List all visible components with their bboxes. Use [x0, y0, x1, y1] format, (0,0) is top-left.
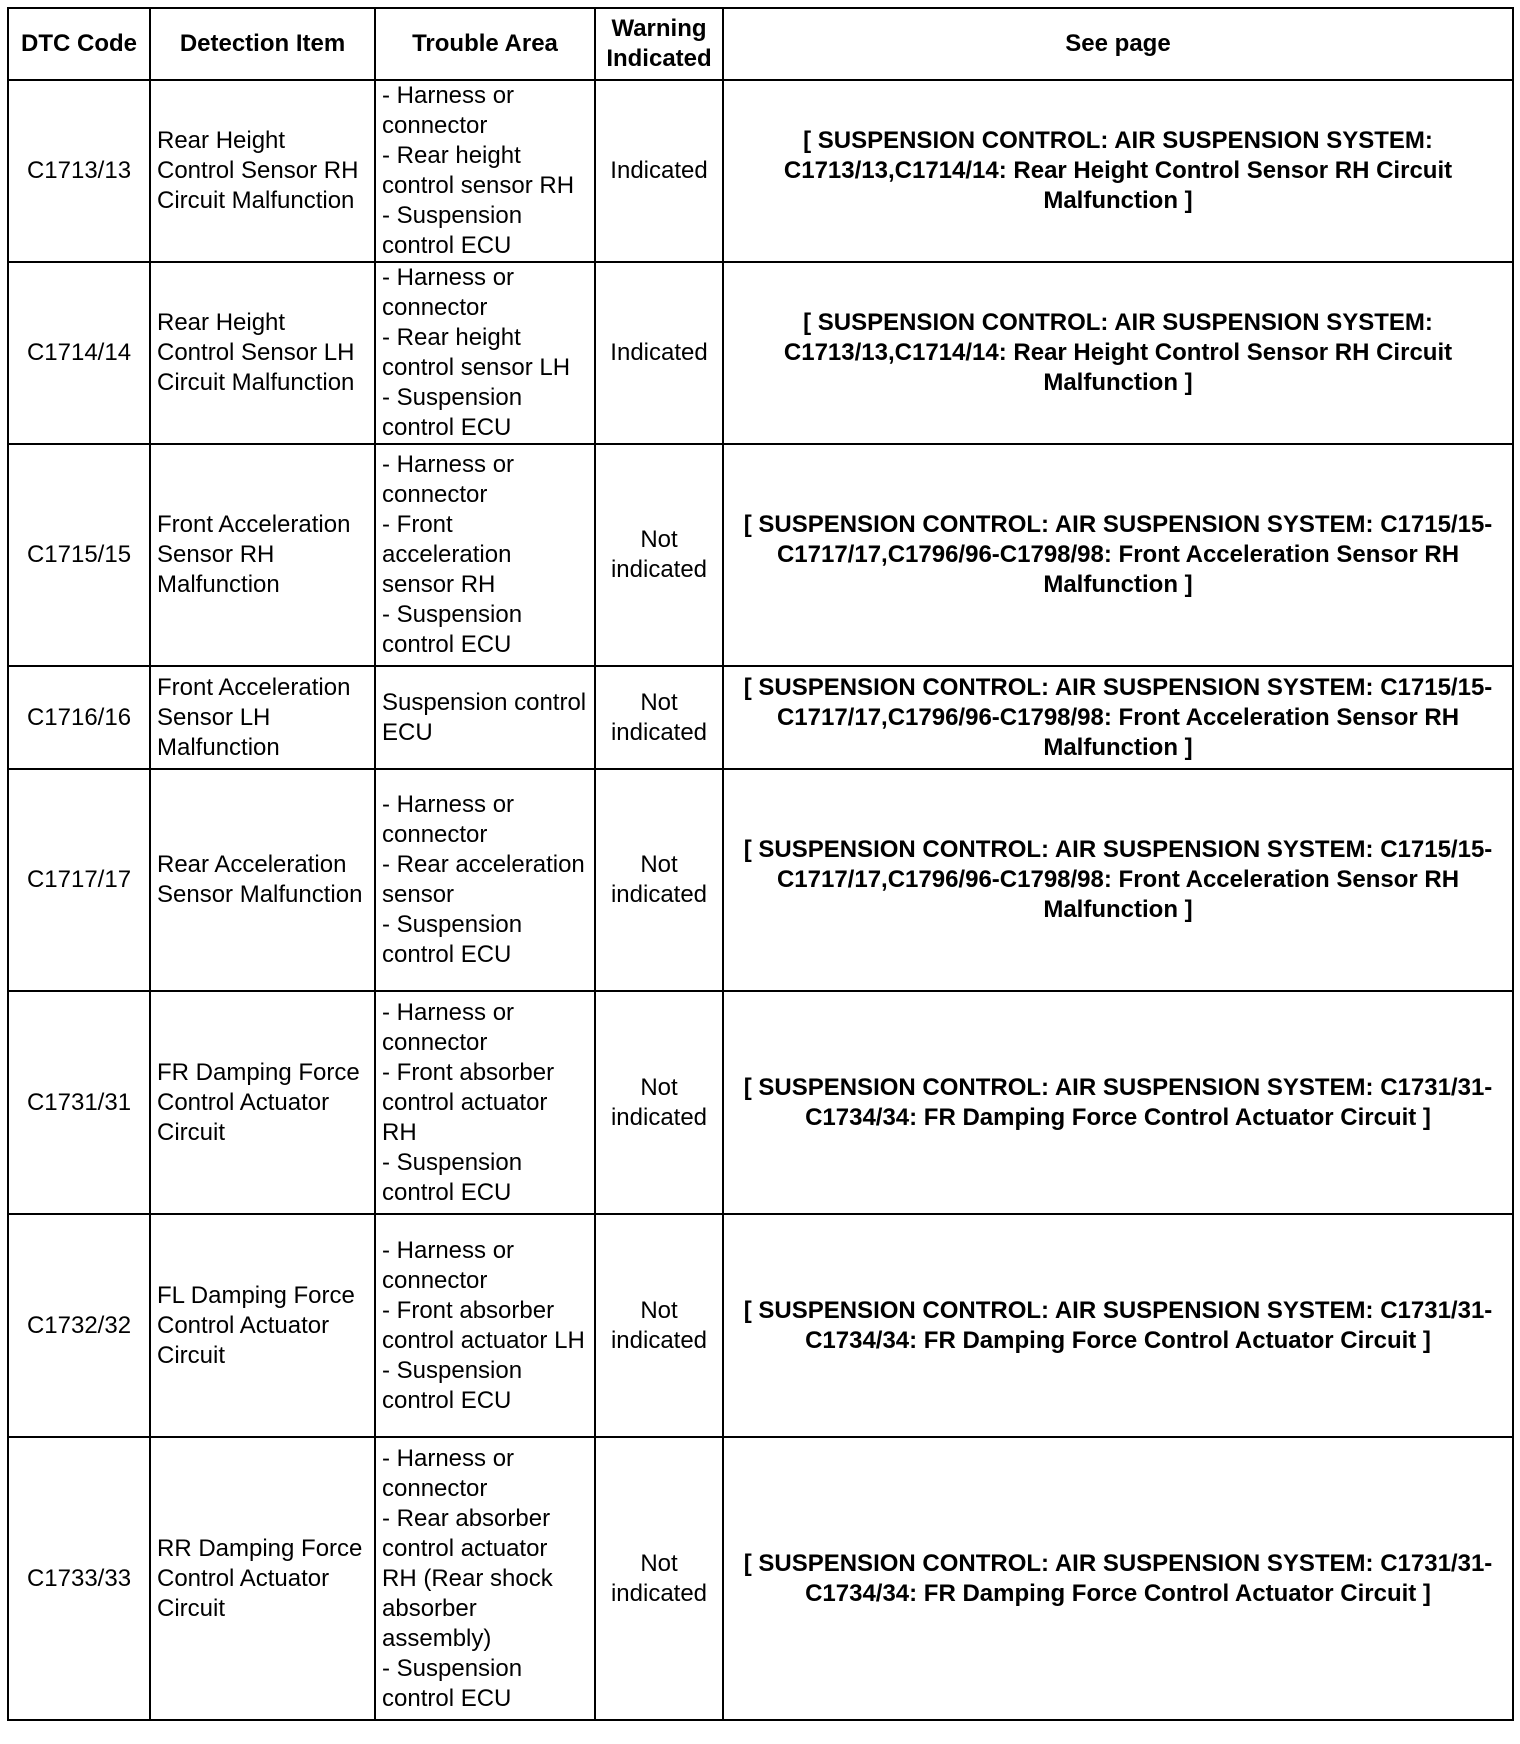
detection-item-cell: Front Acceleration Sensor RH Malfunction	[150, 444, 375, 666]
trouble-area-line: - Rear height control sensor RH	[382, 142, 575, 199]
dtc-table	[7, 7, 1514, 1721]
trouble-area-line: - Harness or connector	[382, 451, 515, 508]
trouble-area-line: Suspension control ECU	[382, 688, 587, 746]
detection-item-cell: Rear Acceleration Sensor Malfunction	[150, 769, 375, 991]
detection-item-cell: FL Damping Force Control Actuator Circuit	[150, 1214, 375, 1437]
warning-indicated-cell: Not indicated	[595, 1214, 723, 1437]
trouble-area-cell	[375, 1214, 595, 1437]
table-row	[8, 1214, 1513, 1437]
detection-item-cell: Front Acceleration Sensor LH Malfunction	[150, 666, 375, 769]
trouble-area-line: - Front absorber control actuator LH	[382, 1296, 585, 1354]
table-row	[8, 262, 1513, 444]
dtc-code-cell: C1715/15	[8, 444, 150, 666]
trouble-area-cell	[375, 444, 595, 666]
header-trouble-area: Trouble Area	[375, 8, 595, 80]
trouble-area-line: - Suspension control ECU	[382, 1654, 523, 1712]
trouble-area-cell	[375, 262, 595, 444]
trouble-area-line: - Harness or connector	[382, 1236, 515, 1294]
warning-indicated-cell: Not indicated	[595, 666, 723, 769]
trouble-area-line: - Suspension control ECU	[382, 384, 523, 441]
trouble-area-line: - Suspension control ECU	[382, 202, 523, 259]
see-page-link[interactable]: [ SUSPENSION CONTROL: AIR SUSPENSION SYSTEM: C1731/31-C1734/34: FR Damping Force Control Actuator Circuit ]	[723, 1437, 1513, 1720]
trouble-area-line: - Suspension control ECU	[382, 1356, 523, 1414]
trouble-area-cell	[375, 666, 595, 769]
see-page-link[interactable]: [ SUSPENSION CONTROL: AIR SUSPENSION SYSTEM: C1731/31-C1734/34: FR Damping Force Control Actuator Circuit ]	[723, 991, 1513, 1214]
trouble-area-line: - Harness or connector	[382, 791, 515, 848]
see-page-link[interactable]: [ SUSPENSION CONTROL: AIR SUSPENSION SYSTEM: C1715/15-C1717/17,C1796/96-C1798/98: Front Acceleration Sensor RH Malfunction ]	[723, 666, 1513, 769]
trouble-area-line: - Front acceleration sensor RH	[382, 511, 512, 598]
trouble-area-cell	[375, 769, 595, 991]
dtc-code-cell: C1716/16	[8, 666, 150, 769]
see-page-link[interactable]: [ SUSPENSION CONTROL: AIR SUSPENSION SYSTEM: C1713/13,C1714/14: Rear Height Control Sensor RH Circuit Malfunction ]	[723, 262, 1513, 444]
dtc-code-cell: C1713/13	[8, 80, 150, 262]
detection-item-cell: Rear Height Control Sensor RH Circuit Malfunction	[150, 80, 375, 262]
trouble-area-line: - Suspension control ECU	[382, 911, 523, 968]
dtc-code-cell: C1717/17	[8, 769, 150, 991]
dtc-code-cell: C1733/33	[8, 1437, 150, 1720]
table-row	[8, 769, 1513, 991]
see-page-link[interactable]: [ SUSPENSION CONTROL: AIR SUSPENSION SYSTEM: C1715/15-C1717/17,C1796/96-C1798/98: Front Acceleration Sensor RH Malfunction ]	[723, 769, 1513, 991]
warning-indicated-cell: Not indicated	[595, 769, 723, 991]
dtc-code-cell: C1732/32	[8, 1214, 150, 1437]
trouble-area-line: - Suspension control ECU	[382, 1148, 523, 1206]
trouble-area-cell	[375, 991, 595, 1214]
warning-indicated-cell: Indicated	[595, 80, 723, 262]
detection-item-cell: Rear Height Control Sensor LH Circuit Malfunction	[150, 262, 375, 444]
trouble-area-cell	[375, 1437, 595, 1720]
warning-indicated-cell: Not indicated	[595, 444, 723, 666]
warning-indicated-cell: Not indicated	[595, 1437, 723, 1720]
table-row	[8, 991, 1513, 1214]
detection-item-cell: RR Damping Force Control Actuator Circuit	[150, 1437, 375, 1720]
header-detection-item: Detection Item	[150, 8, 375, 80]
see-page-link[interactable]: [ SUSPENSION CONTROL: AIR SUSPENSION SYSTEM: C1713/13,C1714/14: Rear Height Control Sensor RH Circuit Malfunction ]	[723, 80, 1513, 262]
table-row	[8, 1437, 1513, 1720]
header-dtc-code: DTC Code	[8, 8, 150, 80]
trouble-area-line: - Front absorber control actuator RH	[382, 1058, 555, 1146]
table-row	[8, 444, 1513, 666]
warning-indicated-cell: Not indicated	[595, 991, 723, 1214]
table-row	[8, 80, 1513, 262]
table-row	[8, 666, 1513, 769]
trouble-area-line: - Suspension control ECU	[382, 601, 523, 658]
trouble-area-line: - Rear acceleration sensor	[382, 851, 585, 908]
header-see-page: See page	[723, 8, 1513, 80]
see-page-link[interactable]: [ SUSPENSION CONTROL: AIR SUSPENSION SYSTEM: C1715/15-C1717/17,C1796/96-C1798/98: Front Acceleration Sensor RH Malfunction ]	[723, 444, 1513, 666]
detection-item-cell: FR Damping Force Control Actuator Circuit	[150, 991, 375, 1214]
trouble-area-cell	[375, 80, 595, 262]
trouble-area-line: - Rear absorber control actuator RH (Rear shock absorber assembly)	[382, 1504, 553, 1652]
trouble-area-line: - Harness or connector	[382, 82, 515, 139]
header-warning-indicated: Warning Indicated	[595, 8, 723, 80]
warning-indicated-cell: Indicated	[595, 262, 723, 444]
dtc-code-cell: C1731/31	[8, 991, 150, 1214]
trouble-area-line: - Harness or connector	[382, 264, 515, 321]
trouble-area-line: - Harness or connector	[382, 998, 515, 1056]
dtc-code-cell: C1714/14	[8, 262, 150, 444]
header-row	[8, 8, 1513, 80]
trouble-area-line: - Rear height control sensor LH	[382, 324, 571, 381]
trouble-area-line: - Harness or connector	[382, 1444, 515, 1502]
see-page-link[interactable]: [ SUSPENSION CONTROL: AIR SUSPENSION SYSTEM: C1731/31-C1734/34: FR Damping Force Control Actuator Circuit ]	[723, 1214, 1513, 1437]
